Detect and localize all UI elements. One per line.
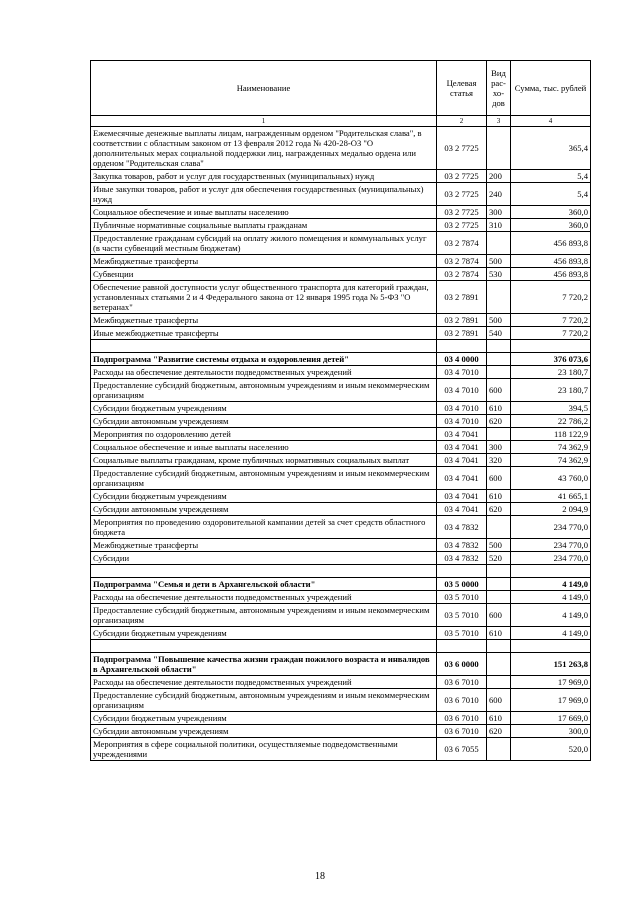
cell-name: Предоставление субсидий бюджетным, автономным учреждениям и иным некоммерческим организациям — [91, 379, 437, 402]
cell-sum: 360,0 — [511, 219, 591, 232]
cell-type: 610 — [487, 627, 511, 640]
cell-code: 03 5 7010 — [437, 604, 487, 627]
table-row — [91, 314, 591, 327]
empty-cell — [91, 640, 437, 653]
cell-code: 03 2 7891 — [437, 314, 487, 327]
cell-code: 03 4 7010 — [437, 379, 487, 402]
cell-sum: 151 263,8 — [511, 653, 591, 676]
cell-type — [487, 516, 511, 539]
cell-code: 03 2 7891 — [437, 327, 487, 340]
cell-name: Субсидии автономным учреждениям — [91, 725, 437, 738]
cell-name: Ежемесячные денежные выплаты лицам, награжденным орденом "Родительская слава", в соответствии с областным законом от 13 февраля 2012 года № 420-28-ОЗ "О дополнительных мерах социальной поддержки лиц, награжденных медалью ордена или орденом "Родительская слава" — [91, 127, 437, 170]
header-sum: Сумма, тыс. рублей — [511, 61, 591, 116]
subprogram-row — [91, 653, 591, 676]
cell-name: Иные закупки товаров, работ и услуг для обеспечения государственных (муниципальных) нужд — [91, 183, 437, 206]
cell-code: 03 5 7010 — [437, 627, 487, 640]
column-index: 3 — [487, 116, 511, 127]
cell-name: Закупка товаров, работ и услуг для государственных (муниципальных) нужд — [91, 170, 437, 183]
cell-code: 03 2 7874 — [437, 255, 487, 268]
cell-type — [487, 281, 511, 314]
cell-name: Межбюджетные трансферты — [91, 314, 437, 327]
cell-name: Мероприятия в сфере социальной политики, осуществляемые подведомственными учреждениями — [91, 738, 437, 761]
cell-name: Субсидии автономным учреждениям — [91, 415, 437, 428]
cell-type: 600 — [487, 467, 511, 490]
page-number: 18 — [315, 871, 325, 882]
cell-type: 610 — [487, 402, 511, 415]
cell-type — [487, 366, 511, 379]
cell-name: Мероприятия по проведению оздоровительной кампании детей за счет средств областного бюджета — [91, 516, 437, 539]
cell-sum: 7 720,2 — [511, 327, 591, 340]
cell-name: Предоставление субсидий бюджетным, автономным учреждениям и иным некоммерческим организациям — [91, 467, 437, 490]
table-row — [91, 454, 591, 467]
cell-code: 03 6 7010 — [437, 676, 487, 689]
empty-cell — [437, 565, 487, 578]
header-expense-type: Вид рас- хо- дов — [487, 61, 511, 116]
blank-row — [91, 340, 591, 353]
table-row — [91, 268, 591, 281]
cell-type: 620 — [487, 725, 511, 738]
table-row — [91, 467, 591, 490]
subprogram-row — [91, 353, 591, 366]
cell-type — [487, 578, 511, 591]
cell-name: Подпрограмма "Повышение качества жизни граждан пожилого возраста и инвалидов в Архангельской области" — [91, 653, 437, 676]
cell-type: 540 — [487, 327, 511, 340]
cell-sum: 456 893,8 — [511, 255, 591, 268]
cell-sum: 118 122,9 — [511, 428, 591, 441]
cell-name: Публичные нормативные социальные выплаты гражданам — [91, 219, 437, 232]
cell-type: 530 — [487, 268, 511, 281]
blank-row — [91, 565, 591, 578]
cell-sum: 365,4 — [511, 127, 591, 170]
cell-code: 03 6 7010 — [437, 689, 487, 712]
table-row — [91, 604, 591, 627]
table-row — [91, 219, 591, 232]
cell-type: 320 — [487, 454, 511, 467]
column-index: 2 — [437, 116, 487, 127]
cell-name: Субсидии бюджетным учреждениям — [91, 490, 437, 503]
cell-sum: 394,5 — [511, 402, 591, 415]
cell-sum: 17 669,0 — [511, 712, 591, 725]
cell-type: 600 — [487, 604, 511, 627]
table-row — [91, 402, 591, 415]
cell-name: Подпрограмма "Семья и дети в Архангельской области" — [91, 578, 437, 591]
cell-code: 03 4 0000 — [437, 353, 487, 366]
cell-code: 03 4 7041 — [437, 441, 487, 454]
cell-code: 03 4 7010 — [437, 366, 487, 379]
cell-type: 620 — [487, 503, 511, 516]
table-row — [91, 516, 591, 539]
cell-name: Субвенции — [91, 268, 437, 281]
cell-code: 03 4 7832 — [437, 539, 487, 552]
cell-code: 03 2 7725 — [437, 127, 487, 170]
cell-name: Подпрограмма "Развитие системы отдыха и оздоровления детей" — [91, 353, 437, 366]
cell-type: 300 — [487, 441, 511, 454]
table-row — [91, 552, 591, 565]
cell-sum: 43 760,0 — [511, 467, 591, 490]
empty-cell — [487, 640, 511, 653]
cell-type: 620 — [487, 415, 511, 428]
cell-type: 520 — [487, 552, 511, 565]
cell-name: Субсидии бюджетным учреждениям — [91, 712, 437, 725]
empty-cell — [437, 640, 487, 653]
cell-sum: 17 969,0 — [511, 676, 591, 689]
cell-type — [487, 353, 511, 366]
cell-code: 03 6 7010 — [437, 712, 487, 725]
cell-code: 03 6 0000 — [437, 653, 487, 676]
cell-name: Расходы на обеспечение деятельности подведомственных учреждений — [91, 366, 437, 379]
cell-code: 03 2 7725 — [437, 219, 487, 232]
cell-name: Межбюджетные трансферты — [91, 255, 437, 268]
table-row — [91, 441, 591, 454]
cell-code: 03 2 7725 — [437, 206, 487, 219]
table-row — [91, 379, 591, 402]
cell-name: Предоставление субсидий бюджетным, автономным учреждениям и иным некоммерческим организациям — [91, 604, 437, 627]
cell-code: 03 6 7055 — [437, 738, 487, 761]
table-row — [91, 415, 591, 428]
table-row — [91, 232, 591, 255]
cell-name: Предоставление субсидий бюджетным, автономным учреждениям и иным некоммерческим организациям — [91, 689, 437, 712]
cell-sum: 7 720,2 — [511, 281, 591, 314]
cell-code: 03 2 7891 — [437, 281, 487, 314]
cell-sum: 22 786,2 — [511, 415, 591, 428]
empty-cell — [487, 340, 511, 353]
table-row — [91, 281, 591, 314]
cell-type — [487, 653, 511, 676]
cell-type: 500 — [487, 539, 511, 552]
table-row — [91, 366, 591, 379]
table-row — [91, 738, 591, 761]
cell-code: 03 5 0000 — [437, 578, 487, 591]
cell-sum: 4 149,0 — [511, 627, 591, 640]
cell-type: 600 — [487, 689, 511, 712]
table-row — [91, 490, 591, 503]
table-header-row — [91, 61, 591, 116]
cell-code: 03 4 7010 — [437, 402, 487, 415]
cell-sum: 23 180,7 — [511, 366, 591, 379]
column-index: 4 — [511, 116, 591, 127]
table-row — [91, 712, 591, 725]
cell-sum: 520,0 — [511, 738, 591, 761]
empty-cell — [511, 340, 591, 353]
table-row — [91, 127, 591, 170]
cell-sum: 456 893,8 — [511, 268, 591, 281]
cell-code: 03 2 7874 — [437, 268, 487, 281]
table-row — [91, 170, 591, 183]
cell-sum: 2 094,9 — [511, 503, 591, 516]
cell-sum: 4 149,0 — [511, 578, 591, 591]
table-row — [91, 327, 591, 340]
empty-cell — [437, 340, 487, 353]
cell-sum: 5,4 — [511, 183, 591, 206]
cell-name: Социальное обеспечение и иные выплаты населению — [91, 206, 437, 219]
cell-name: Межбюджетные трансферты — [91, 539, 437, 552]
blank-row — [91, 640, 591, 653]
cell-sum: 376 073,6 — [511, 353, 591, 366]
budget-table — [90, 60, 591, 761]
table-row — [91, 627, 591, 640]
table-row — [91, 428, 591, 441]
cell-sum: 74 362,9 — [511, 454, 591, 467]
cell-type — [487, 428, 511, 441]
cell-sum: 234 770,0 — [511, 516, 591, 539]
cell-type — [487, 127, 511, 170]
cell-sum: 17 969,0 — [511, 689, 591, 712]
cell-type — [487, 591, 511, 604]
cell-code: 03 4 7041 — [437, 503, 487, 516]
cell-type: 300 — [487, 206, 511, 219]
cell-name: Социальное обеспечение и иные выплаты населению — [91, 441, 437, 454]
cell-name: Расходы на обеспечение деятельности подведомственных учреждений — [91, 591, 437, 604]
cell-sum: 300,0 — [511, 725, 591, 738]
cell-type: 200 — [487, 170, 511, 183]
empty-cell — [511, 565, 591, 578]
cell-sum: 234 770,0 — [511, 539, 591, 552]
cell-name: Расходы на обеспечение деятельности подведомственных учреждений — [91, 676, 437, 689]
cell-type: 240 — [487, 183, 511, 206]
cell-code: 03 4 7041 — [437, 490, 487, 503]
cell-name: Субсидии — [91, 552, 437, 565]
cell-code: 03 6 7010 — [437, 725, 487, 738]
column-index: 1 — [91, 116, 437, 127]
cell-code: 03 4 7010 — [437, 415, 487, 428]
cell-type: 600 — [487, 379, 511, 402]
table-row — [91, 183, 591, 206]
cell-sum: 360,0 — [511, 206, 591, 219]
table-row — [91, 689, 591, 712]
table-row — [91, 255, 591, 268]
cell-code: 03 2 7725 — [437, 183, 487, 206]
cell-sum: 5,4 — [511, 170, 591, 183]
cell-name: Мероприятия по оздоровлению детей — [91, 428, 437, 441]
empty-cell — [91, 340, 437, 353]
cell-type — [487, 232, 511, 255]
table-row — [91, 591, 591, 604]
column-index-row — [91, 116, 591, 127]
table-row — [91, 503, 591, 516]
empty-cell — [487, 565, 511, 578]
cell-type: 310 — [487, 219, 511, 232]
cell-name: Субсидии бюджетным учреждениям — [91, 402, 437, 415]
empty-cell — [91, 565, 437, 578]
cell-name: Социальные выплаты гражданам, кроме публичных нормативных социальных выплат — [91, 454, 437, 467]
header-name: Наименование — [91, 61, 437, 116]
cell-code: 03 4 7832 — [437, 516, 487, 539]
table-row — [91, 676, 591, 689]
cell-name: Субсидии автономным учреждениям — [91, 503, 437, 516]
cell-name: Субсидии бюджетным учреждениям — [91, 627, 437, 640]
cell-code: 03 2 7725 — [437, 170, 487, 183]
cell-sum: 4 149,0 — [511, 591, 591, 604]
cell-code: 03 4 7832 — [437, 552, 487, 565]
cell-sum: 456 893,8 — [511, 232, 591, 255]
cell-code: 03 5 7010 — [437, 591, 487, 604]
cell-sum: 4 149,0 — [511, 604, 591, 627]
cell-type: 500 — [487, 255, 511, 268]
cell-sum: 7 720,2 — [511, 314, 591, 327]
cell-sum: 23 180,7 — [511, 379, 591, 402]
subprogram-row — [91, 578, 591, 591]
cell-type: 610 — [487, 490, 511, 503]
cell-name: Предоставление гражданам субсидий на оплату жилого помещения и коммунальных услуг (в части субвенций местным бюджетам) — [91, 232, 437, 255]
cell-type — [487, 676, 511, 689]
empty-cell — [511, 640, 591, 653]
cell-name: Иные межбюджетные трансферты — [91, 327, 437, 340]
cell-sum: 234 770,0 — [511, 552, 591, 565]
cell-sum: 74 362,9 — [511, 441, 591, 454]
cell-code: 03 4 7041 — [437, 428, 487, 441]
header-target-article: Целевая статья — [437, 61, 487, 116]
cell-code: 03 4 7041 — [437, 467, 487, 490]
table-body — [91, 127, 591, 761]
cell-type — [487, 738, 511, 761]
cell-code: 03 2 7874 — [437, 232, 487, 255]
table-row — [91, 206, 591, 219]
table-row — [91, 539, 591, 552]
cell-type: 610 — [487, 712, 511, 725]
cell-name: Обеспечение равной доступности услуг общественного транспорта для категорий граждан, установленных статьями 2 и 4 Федерального закона от 12 января 1995 года № 5-ФЗ "О ветеранах" — [91, 281, 437, 314]
cell-code: 03 4 7041 — [437, 454, 487, 467]
table-row — [91, 725, 591, 738]
cell-sum: 41 665,1 — [511, 490, 591, 503]
cell-type: 500 — [487, 314, 511, 327]
